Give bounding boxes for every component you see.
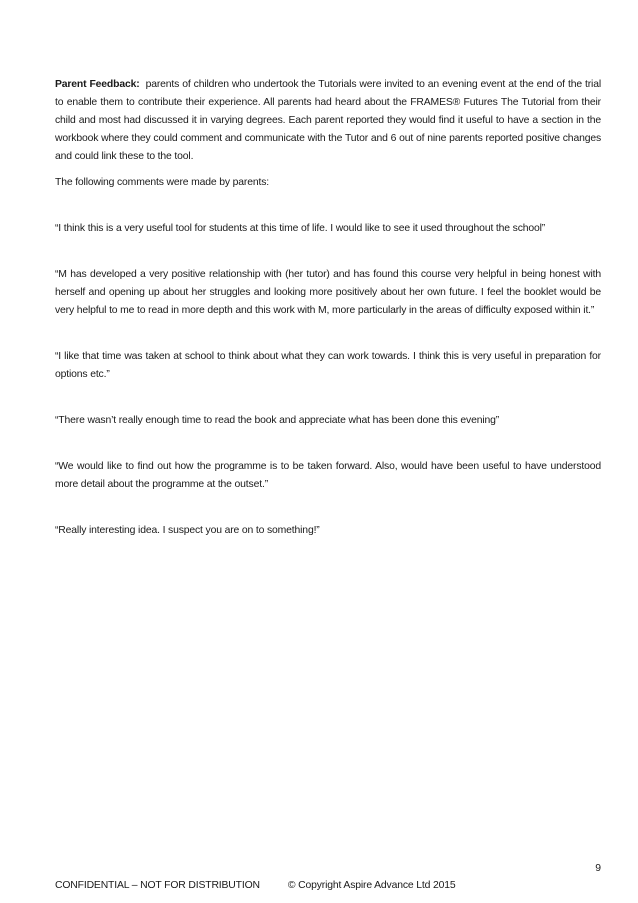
- parent-feedback-paragraph: [55, 76, 601, 166]
- parent-quote: “Really interesting idea. I suspect you are on to something!”: [55, 525, 320, 536]
- parent-feedback-label: Parent Feedback:: [55, 79, 140, 90]
- parent-quote: “We would like to find out how the programme is to be taken forward. Also, would have been useful to have understood more detail about the programme at the outset.”: [55, 461, 601, 490]
- parent-feedback-text: parents of children who undertook the Tutorials were invited to an evening event at the end of the trial to enable them to contribute their experience. All parents had heard about the FRAMES® Futures The Tutorial from their child and most had discussed it in varying degrees. Each parent reported they would find it useful to have a section in the workbook where they could comment and communicate with the Tutor and 6 out of nine parents reported positive changes and could link these to the tool.: [55, 79, 601, 162]
- comments-lead-in: The following comments were made by parents:: [55, 177, 270, 188]
- parent-quote: “There wasn’t really enough time to read the book and appreciate what has been done this evening”: [55, 415, 500, 426]
- parent-quote: “I like that time was taken at school to think about what they can work towards. I think this is very useful in preparation for options etc.”: [55, 351, 601, 380]
- page-footer: [55, 879, 456, 893]
- page-content: [55, 76, 601, 540]
- confidential-notice: CONFIDENTIAL – NOT FOR DISTRIBUTION: [55, 880, 260, 891]
- page-number: 9: [595, 863, 601, 874]
- parent-quote: “M has developed a very positive relationship with (her tutor) and has found this course very helpful in being honest with herself and opening up about her struggles and looking more positively about her own future. I feel the booklet would be very helpful to me to read in more depth and this work with M, more particularly in the areas of difficulty exposed within it.”: [55, 269, 601, 316]
- copyright-notice: © Copyright Aspire Advance Ltd 2015: [287, 880, 456, 891]
- parent-quote: “I think this is a very useful tool for students at this time of life. I would like to see it used throughout the school”: [55, 223, 546, 234]
